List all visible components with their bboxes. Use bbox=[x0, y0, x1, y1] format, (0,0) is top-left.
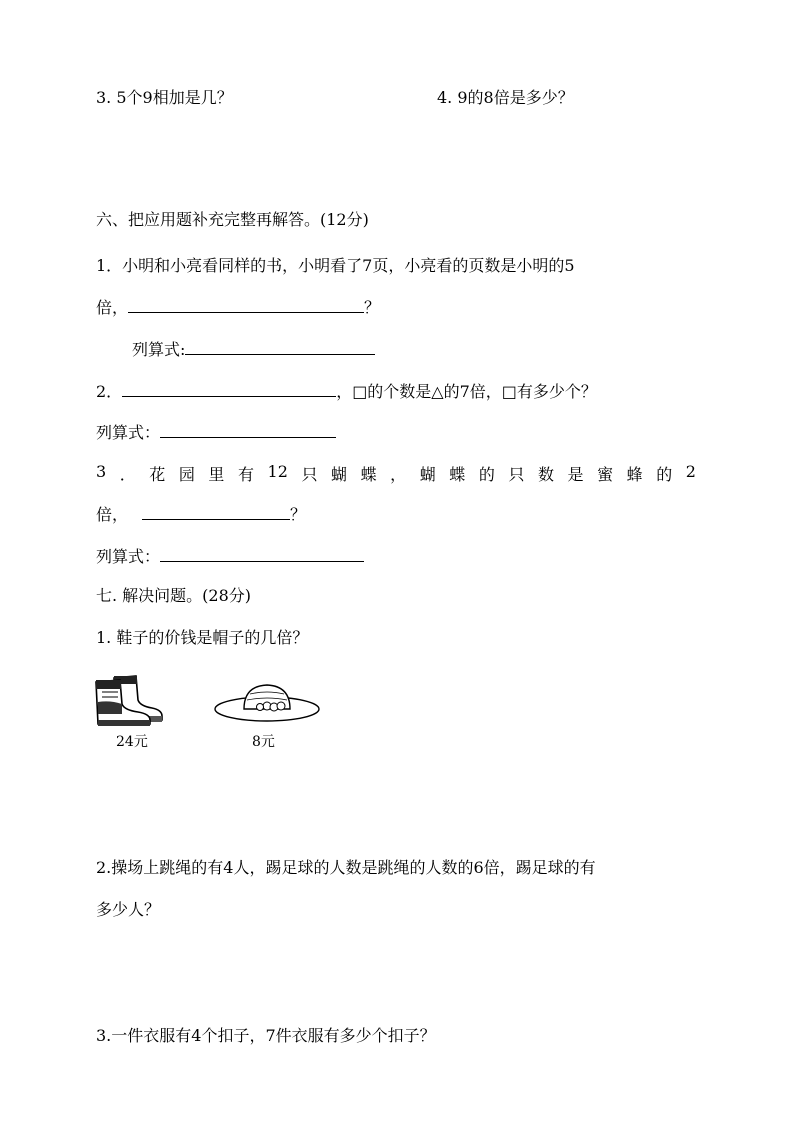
s6-q3-char: 蜜 bbox=[597, 465, 614, 484]
s6-q3-char: 蝴 bbox=[331, 465, 348, 484]
hat-icon bbox=[212, 680, 322, 724]
s7-q2-line1: 2.操场上跳绳的有4人，踢足球的人数是跳绳的人数的6倍，踢足球的有 bbox=[96, 858, 596, 877]
s6-q3-formula-label: 列算式： bbox=[96, 547, 161, 566]
s6-q1-formula-label: 列算式: bbox=[132, 340, 186, 359]
hat-price: 8元 bbox=[252, 734, 275, 750]
s6-q2-formula-blank[interactable] bbox=[160, 421, 336, 438]
s6-q3-char: 园 bbox=[178, 465, 195, 484]
s6-q3-prefix: 倍， bbox=[96, 505, 129, 524]
s6-q1-formula-blank[interactable] bbox=[185, 338, 375, 355]
s6-q3-char: 有 bbox=[237, 465, 254, 484]
s6-q3-char: 蜂 bbox=[626, 465, 643, 484]
section-7-title: 七. 解决问题。(28分) bbox=[96, 586, 252, 605]
s7-q2-line2: 多少人？ bbox=[96, 900, 161, 919]
s6-q2-line bbox=[96, 380, 597, 402]
s6-q2-formula bbox=[96, 421, 336, 443]
s6-q3-line1 bbox=[96, 462, 696, 485]
s6-q3-line2 bbox=[96, 503, 306, 525]
s6-q3-char: 是 bbox=[567, 465, 584, 484]
s6-q1-formula bbox=[132, 338, 375, 360]
s6-q3-char: 2 bbox=[685, 462, 696, 481]
s6-q2-formula-label: 列算式： bbox=[96, 423, 161, 442]
s6-q1-prefix: 倍， bbox=[96, 298, 129, 317]
s6-q3-char: 蝶 bbox=[360, 465, 377, 484]
s6-q1-line1: 1．小明和小亮看同样的书，小明看了7页，小亮看的页数是小明的5 bbox=[96, 256, 575, 275]
s6-q1-suffix: ？ bbox=[364, 298, 381, 317]
s6-q1-blank[interactable] bbox=[128, 296, 364, 313]
s6-q2-blank[interactable] bbox=[122, 380, 336, 397]
s6-q3-suffix: ？ bbox=[290, 505, 307, 524]
s7-q1: 1. 鞋子的价钱是帽子的几倍？ bbox=[96, 628, 309, 647]
s6-q3-char: 蝶 bbox=[449, 465, 466, 484]
s7-q3: 3.一件衣服有4个扣子，7件衣服有多少个扣子？ bbox=[96, 1026, 436, 1045]
s6-q1-line2 bbox=[96, 296, 380, 318]
s6-q3-char: ， bbox=[390, 465, 407, 484]
s6-q3-char: 只 bbox=[508, 465, 525, 484]
shoe-price: 24元 bbox=[116, 734, 148, 750]
s6-q3-blank[interactable] bbox=[142, 503, 290, 520]
s6-q3-char: ． bbox=[119, 465, 136, 484]
s6-q3-char: 的 bbox=[478, 465, 495, 484]
s6-q2-suffix: ，□的个数是△的7倍，□有多少个？ bbox=[336, 382, 597, 401]
s6-q3-char: 3 bbox=[96, 462, 107, 481]
s6-q2-prefix: 2． bbox=[96, 382, 123, 401]
s6-q3-formula bbox=[96, 545, 364, 567]
question-4: 4. 9的8倍是多少？ bbox=[437, 88, 574, 107]
s6-q3-char: 花 bbox=[149, 465, 166, 484]
s6-q3-char: 里 bbox=[208, 465, 225, 484]
question-3: 3. 5个9相加是几？ bbox=[96, 88, 233, 107]
boots-icon bbox=[92, 670, 168, 728]
s6-q3-char: 的 bbox=[656, 465, 673, 484]
s6-q3-formula-blank[interactable] bbox=[160, 545, 364, 562]
s6-q3-char: 12 bbox=[267, 462, 288, 481]
s6-q3-char: 只 bbox=[301, 465, 318, 484]
section-6-title: 六、把应用题补充完整再解答。(12分) bbox=[96, 210, 369, 229]
s6-q3-char: 数 bbox=[537, 465, 554, 484]
s6-q3-char: 蝴 bbox=[419, 465, 436, 484]
